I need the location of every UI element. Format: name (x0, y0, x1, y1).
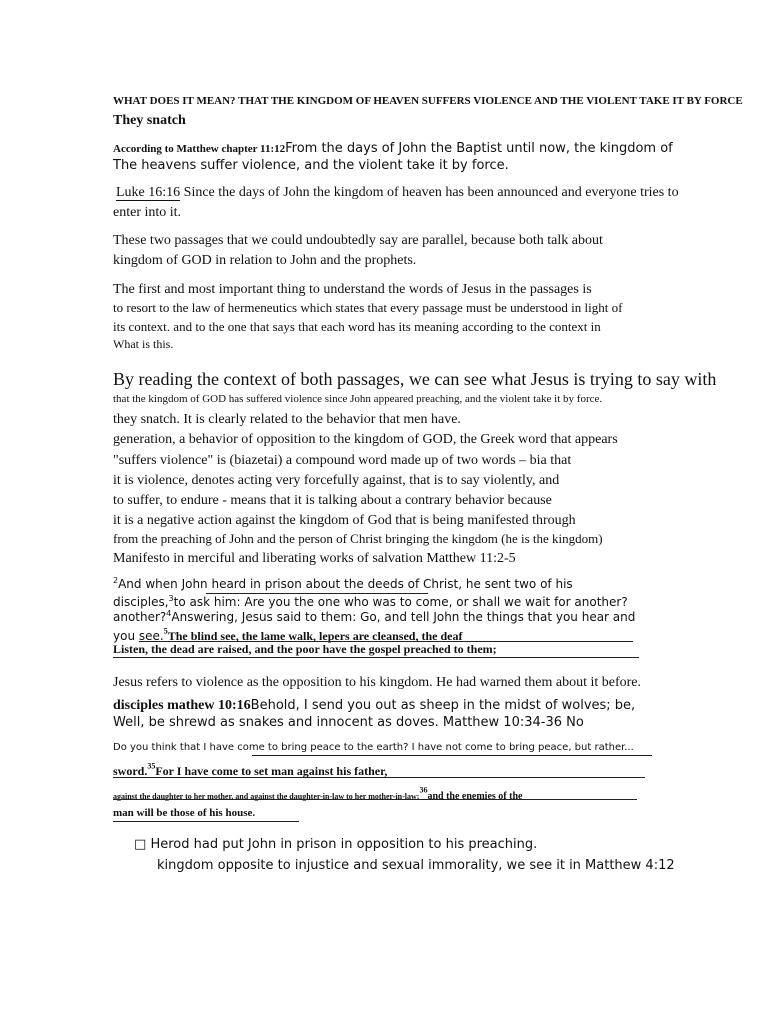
verse-36-line (113, 786, 522, 804)
bullet-item (134, 838, 537, 853)
paragraph-5-line: it is a negative action against the kingdom of God that is being manifested through (113, 513, 576, 528)
paragraph-3-line: These two passages that we could undoubtedly say are parallel, because both talk about (113, 233, 603, 248)
paragraph-6-line: Do you think that I have come to bring peace to the earth? I have not come to bring peace, but rather... (113, 742, 634, 753)
verse-3-line (113, 596, 628, 610)
paragraph-5-line: they snatch. It is clearly related to the behavior that men have. (113, 412, 461, 427)
paragraph-5-line: Manifesto in merciful and liberating works of salvation Matthew 11:2-5 (113, 551, 516, 566)
verse-text: The blind see, the lame walk, lepers are cleansed, the deaf (167, 629, 463, 643)
verse-underline (113, 657, 639, 658)
document-heading: WHAT DOES IT MEAN? THAT THE KINGDOM OF HEAVEN SUFFERS VIOLENCE AND THE VIOLENT TAKE IT BY FORCE (113, 95, 743, 107)
paragraph-2-line-1 (116, 185, 679, 201)
bullet-continuation: kingdom opposite to injustice and sexual immorality, we see it in Matthew 4:12 (157, 858, 675, 873)
verse-number: 35 (147, 761, 156, 771)
paragraph-1-line-1 (113, 139, 673, 157)
verse-underline (113, 777, 645, 778)
document-subheading: They snatch (113, 113, 186, 128)
verse-4-line (113, 611, 635, 625)
matthew-reference: According to Matthew chapter 11:12 (113, 143, 286, 155)
paragraph-5-small: that the kingdom of GOD has suffered violence since John appeared preaching, and the violent take it by force. (113, 393, 603, 405)
verse-text: disciples, (113, 595, 169, 609)
verse-text: you see. (113, 629, 164, 643)
verse-underline (113, 799, 637, 800)
paragraph-6-line: Well, be shrewd as snakes and innocent as doves. Matthew 10:34-36 No (113, 715, 584, 730)
verse-text: sword. (113, 764, 148, 778)
paragraph-4-line: to resort to the law of hermeneutics which states that every passage must be understood in light of (113, 300, 623, 315)
verse-text: and the enemies of the (427, 791, 523, 802)
paragraph-1-line-2: The heavens suffer violence, and the violent take it by force. (113, 158, 509, 173)
verse-2-line (113, 578, 573, 592)
bullet-text: Herod had put John in prison in opposition to his preaching. (150, 837, 538, 852)
verse-underline (206, 593, 428, 594)
verse-number: 4 (166, 609, 172, 618)
paragraph-6-line: Jesus refers to violence as the opposition to his kingdom. He had warned them about it before. (113, 675, 641, 690)
paragraph-3-line: kingdom of GOD in relation to John and the prophets. (113, 253, 417, 268)
verse-number: 36 (419, 785, 428, 795)
paragraph-5-line: from the preaching of John and the person of Christ bringing the kingdom (he is the kingdom) (113, 531, 603, 546)
verse-number: 3 (168, 594, 174, 603)
verse-text: Answering, Jesus said to them: Go, and tell John the things that you hear and (171, 610, 636, 624)
paragraph-5-line: it is violence, denotes acting very forcefully against, that is to say violently, and (113, 473, 560, 488)
paragraph-5-line: generation, a behavior of opposition to the kingdom of GOD, the Greek word that appears (113, 432, 618, 447)
verse-number: 2 (113, 576, 119, 585)
verse-text: For I have come to set man against his father, (155, 764, 388, 778)
paragraph-5-lead: By reading the context of both passages, we can see what Jesus is trying to say with (113, 369, 717, 389)
paragraph-5-line: "suffers violence" is (biazetai) a compound word made up of two words – bia that (113, 453, 572, 468)
verse-text: And when John heard in prison about the deeds of Christ, he sent two of his (118, 577, 573, 591)
verse-text: against the daughter to her mother, and against the daughter-in-law to her mother-in-law; (113, 792, 420, 801)
verse-underline (113, 821, 299, 822)
matthew-10-text: Behold, I send you out as sheep in the midst of wolves; be, (250, 698, 636, 713)
matthew-10-reference: disciples mathew 10:16 (113, 698, 251, 713)
luke-text: Since the days of John the kingdom of heaven has been announced and everyone tries to (180, 185, 679, 200)
paragraph-4-line: The first and most important thing to understand the words of Jesus in the passages is (113, 282, 592, 297)
paragraph-5-line: to suffer, to endure - means that it is talking about a contrary behavior because (113, 493, 552, 508)
verse-text: another? (113, 610, 167, 624)
paragraph-4-line: What is this. (113, 337, 174, 351)
verse-underline (252, 755, 652, 756)
verse-number: 5 (163, 626, 168, 636)
verse-5-continuation: Listen, the dead are raised, and the poor have the gospel preached to them; (113, 642, 497, 656)
checkbox-bullet-icon: □ (134, 837, 147, 852)
luke-reference: Luke 16:16 (116, 185, 181, 200)
verse-36-continuation: man will be those of his house. (113, 807, 256, 819)
paragraph-6-line (113, 696, 635, 714)
paragraph-2-line-2: enter into it. (113, 205, 182, 220)
verse-text: to ask him: Are you the one who was to come, or shall we wait for another? (173, 595, 628, 609)
paragraph-4-line: its context. and to the one that says that each word has its meaning according to the context in (113, 319, 601, 334)
matthew-text: From the days of John the Baptist until now, the kingdom of (285, 141, 673, 156)
